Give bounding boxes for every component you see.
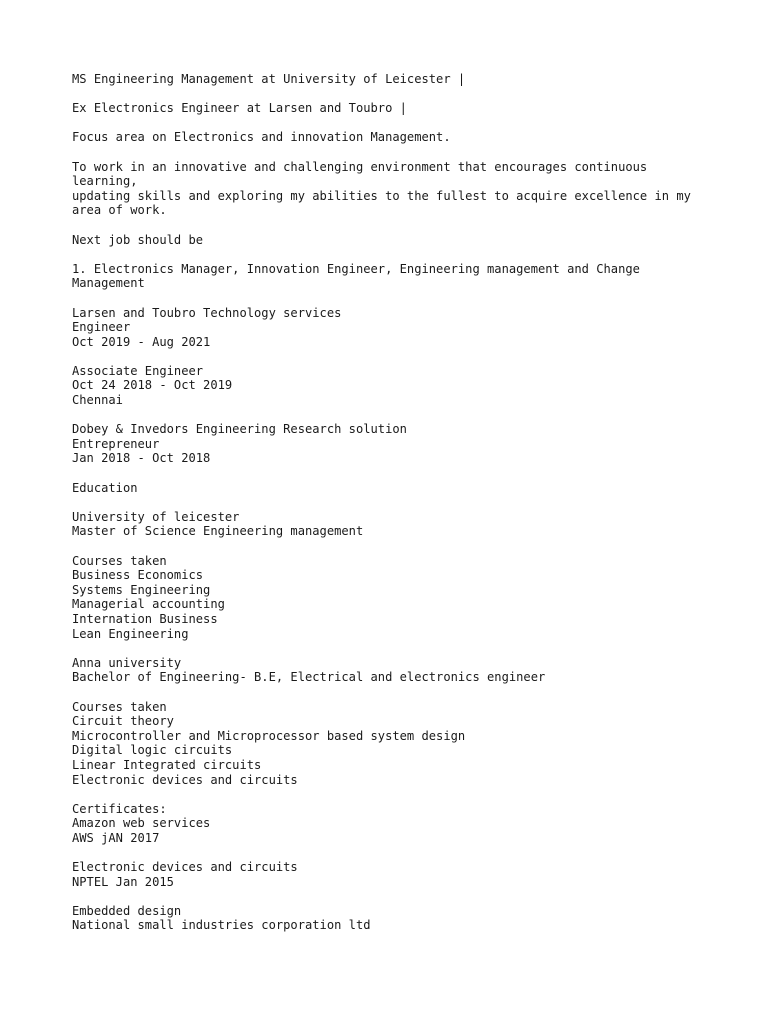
headline-experience xyxy=(72,101,702,116)
certificate-issuer: National small industries corporation ltd xyxy=(72,918,371,933)
certificates-heading: Certificates: xyxy=(72,801,167,816)
next-job-item: 1. Electronics Manager, Innovation Engineer, Engineering management and Change Management xyxy=(72,261,648,291)
focus-area xyxy=(72,130,702,145)
job-title: Engineer xyxy=(72,320,131,335)
headline-line: MS Engineering Management at University of Leicester | xyxy=(72,72,466,86)
course-item: Microcontroller and Microprocessor based system design xyxy=(72,728,466,743)
certificate-nptel xyxy=(72,860,702,889)
job-dates: Oct 2019 - Aug 2021 xyxy=(72,334,211,349)
education-anna xyxy=(72,656,702,685)
experience-lt-engineer xyxy=(72,306,702,350)
degree-name: Master of Science Engineering management xyxy=(72,524,364,539)
certificate-issuer: NPTEL Jan 2015 xyxy=(72,874,174,889)
certificate-name: Embedded design xyxy=(72,903,182,918)
courses-heading: Courses taken xyxy=(72,699,167,714)
company-name: Larsen and Toubro Technology services xyxy=(72,305,342,320)
course-item: Linear Integrated circuits xyxy=(72,757,262,772)
experience-lt-associate xyxy=(72,364,702,408)
course-item: Digital logic circuits xyxy=(72,743,233,758)
certificate-name: Electronic devices and circuits xyxy=(72,860,298,875)
objective-line: updating skills and exploring my abilities to the fullest to acquire excellence in my area of work. xyxy=(72,188,699,218)
courses-leicester xyxy=(72,554,702,642)
document-page xyxy=(72,72,702,948)
course-item: Managerial accounting xyxy=(72,597,225,612)
job-title: Associate Engineer xyxy=(72,363,204,378)
certificate-issuer: AWS jAN 2017 xyxy=(72,830,160,845)
courses-heading: Courses taken xyxy=(72,553,167,568)
headline-education xyxy=(72,72,702,87)
education-heading xyxy=(72,481,702,496)
job-location: Chennai xyxy=(72,393,123,408)
job-title: Entrepreneur xyxy=(72,436,160,451)
course-item: Internation Business xyxy=(72,611,218,626)
next-job-list xyxy=(72,262,702,291)
focus-line: Focus area on Electronics and innovation Management. xyxy=(72,130,451,145)
course-item: Systems Engineering xyxy=(72,582,211,597)
courses-anna xyxy=(72,700,702,788)
school-name: University of leicester xyxy=(72,509,240,524)
certificate-aws xyxy=(72,802,702,846)
objective-line: To work in an innovative and challenging environment that encourages continuous learning, xyxy=(72,159,655,189)
section-heading: Education xyxy=(72,480,138,495)
course-item: Lean Engineering xyxy=(72,626,189,641)
certificate-name: Amazon web services xyxy=(72,816,211,831)
certificate-embedded xyxy=(72,904,702,933)
company-name: Dobey & Invedors Engineering Research solution xyxy=(72,422,407,437)
next-job-heading xyxy=(72,233,702,248)
experience-dobey xyxy=(72,422,702,466)
education-leicester xyxy=(72,510,702,539)
degree-name: Bachelor of Engineering- B.E, Electrical and electronics engineer xyxy=(72,670,546,685)
headline-line: Ex Electronics Engineer at Larsen and Toubro | xyxy=(72,101,407,116)
course-item: Business Economics xyxy=(72,568,204,583)
school-name: Anna university xyxy=(72,655,182,670)
course-item: Electronic devices and circuits xyxy=(72,772,298,787)
job-dates: Jan 2018 - Oct 2018 xyxy=(72,451,211,466)
course-item: Circuit theory xyxy=(72,714,174,729)
job-dates: Oct 24 2018 - Oct 2019 xyxy=(72,378,233,393)
objective xyxy=(72,160,702,218)
next-job-line: Next job should be xyxy=(72,232,204,247)
